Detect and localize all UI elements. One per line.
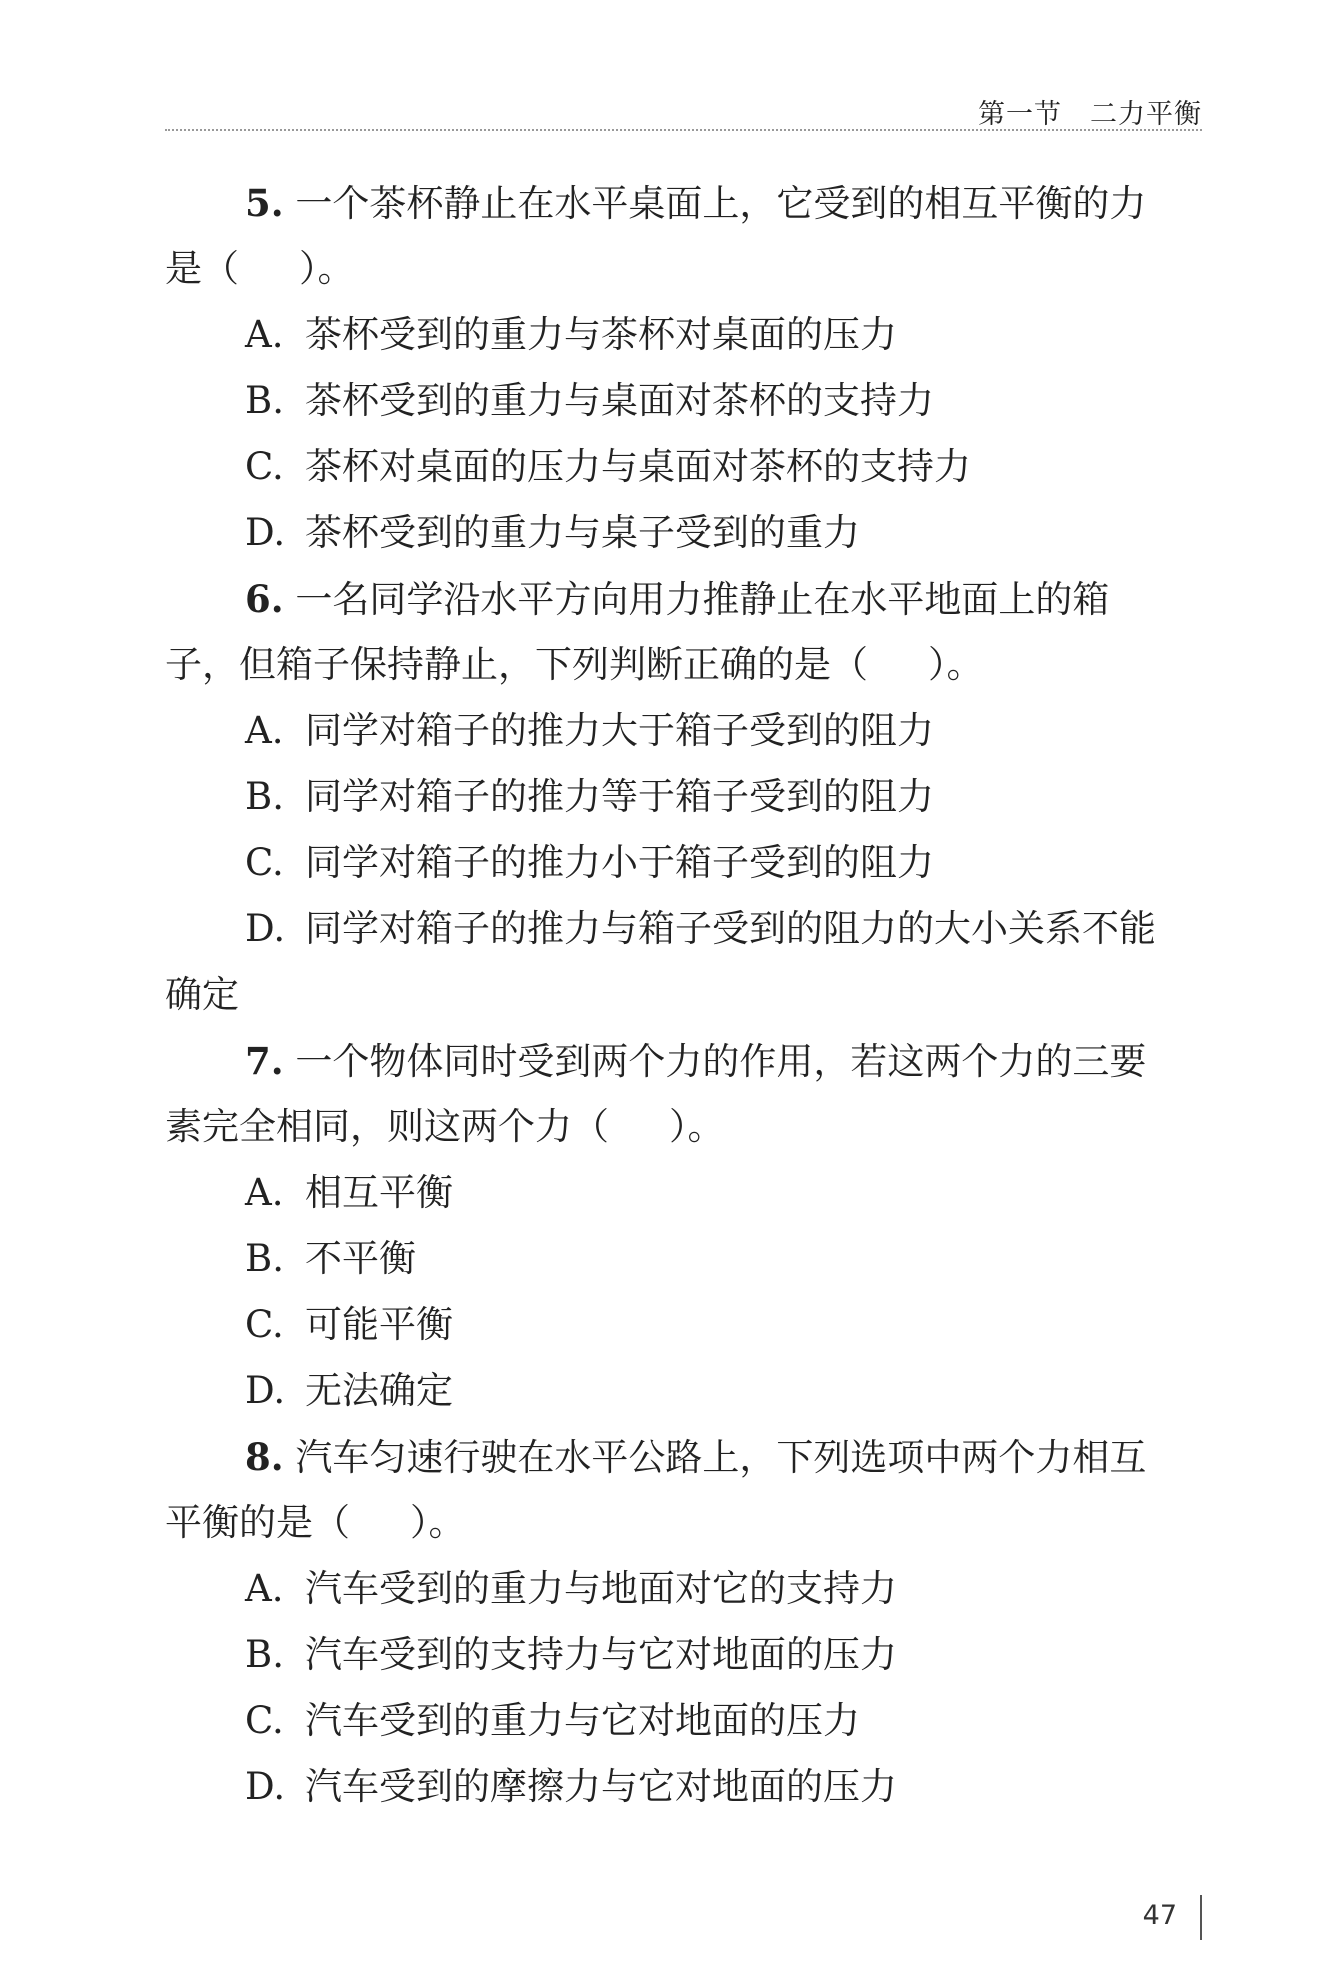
question-text: ）。 [299,247,355,290]
question-text: 一名同学沿水平方向用力推静止在水平地面上的箱 [295,578,1110,621]
option-d-continuation: 确定 [165,973,239,1016]
option-b [165,368,1202,434]
option-a [165,302,1202,368]
option-text: 无法确定 [305,1369,453,1412]
option-a [165,1556,1202,1622]
question-number: 6. [245,577,284,621]
option-d [165,500,1202,566]
option-text: 同学对箱子的推力大于箱子受到的阻力 [305,709,934,752]
option-b [165,1622,1202,1688]
option-letter: D. [245,1369,286,1412]
option-text: 茶杯受到的重力与茶杯对桌面的压力 [305,313,897,356]
option-letter: C. [245,445,284,488]
question-list [165,170,1202,1820]
question-7 [165,1028,1202,1424]
option-c [165,830,1202,896]
option-text: 不平衡 [305,1237,416,1280]
option-letter: C. [245,1303,284,1346]
option-letter: A. [245,709,284,752]
question-stem-line [165,1094,1202,1160]
option-letter: A. [245,1567,284,1610]
option-text: 同学对箱子的推力与箱子受到的阻力的大小关系不能 [305,907,1156,950]
question-text: 平衡的是（ [165,1501,350,1544]
option-text: 可能平衡 [305,1303,453,1346]
question-5 [165,170,1202,566]
option-b [165,764,1202,830]
question-text: 一个茶杯静止在水平桌面上，它受到的相互平衡的力 [295,182,1147,225]
option-d [165,1358,1202,1424]
option-text: 茶杯受到的重力与桌面对茶杯的支持力 [305,379,934,422]
page-number-bar [1200,1895,1202,1940]
question-8 [165,1424,1202,1820]
option-text: 汽车受到的摩擦力与它对地面的压力 [305,1765,897,1808]
question-text: ）。 [669,1105,725,1148]
question-text: ）。 [928,643,984,686]
option-letter: B. [245,1237,284,1280]
option-b [165,1226,1202,1292]
option-text: 茶杯对桌面的压力与桌面对茶杯的支持力 [305,445,971,488]
question-stem-line [165,1028,1202,1094]
question-stem-line [165,566,1202,632]
option-a [165,698,1202,764]
option-text: 汽车受到的支持力与它对地面的压力 [305,1633,897,1676]
option-letter: B. [245,1633,284,1676]
question-6 [165,566,1202,1028]
question-text: 汽车匀速行驶在水平公路上，下列选项中两个力相互 [295,1436,1147,1479]
question-text: 子，但箱子保持静止，下列判断正确的是（ [165,643,868,686]
option-text: 相互平衡 [305,1171,453,1214]
question-stem-line [165,1490,1202,1556]
question-text: ）。 [410,1501,466,1544]
option-letter: B. [245,379,284,422]
question-stem-line [165,1424,1202,1490]
option-d [165,1754,1202,1820]
question-number: 5. [245,181,284,225]
option-text: 汽车受到的重力与它对地面的压力 [305,1699,860,1742]
header-dotted-rule [165,129,1202,131]
option-letter: A. [245,1171,284,1214]
option-letter: C. [245,1699,284,1742]
question-number: 8. [245,1435,284,1479]
question-text: 素完全相同，则这两个力（ [165,1105,609,1148]
option-text: 同学对箱子的推力等于箱子受到的阻力 [305,775,934,818]
section-header-title: 第一节 二力平衡 [978,99,1202,130]
option-letter: A. [245,313,284,356]
option-a [165,1160,1202,1226]
option-c [165,1292,1202,1358]
question-text: 是（ [165,247,239,290]
option-text: 茶杯受到的重力与桌子受到的重力 [305,511,860,554]
option-d [165,896,1202,962]
page-number: 47 [1142,1900,1177,1931]
question-number: 7. [245,1039,284,1083]
option-letter: B. [245,775,284,818]
option-letter: D. [245,1765,286,1808]
option-text: 同学对箱子的推力小于箱子受到的阻力 [305,841,934,884]
question-stem-line [165,170,1202,236]
question-stem-line [165,632,1202,698]
question-stem-line [165,236,1202,302]
option-c [165,434,1202,500]
option-text: 汽车受到的重力与地面对它的支持力 [305,1567,897,1610]
option-letter: D. [245,907,286,950]
option-letter: D. [245,511,286,554]
option-c [165,1688,1202,1754]
question-text: 一个物体同时受到两个力的作用，若这两个力的三要 [295,1040,1147,1083]
option-letter: C. [245,841,284,884]
